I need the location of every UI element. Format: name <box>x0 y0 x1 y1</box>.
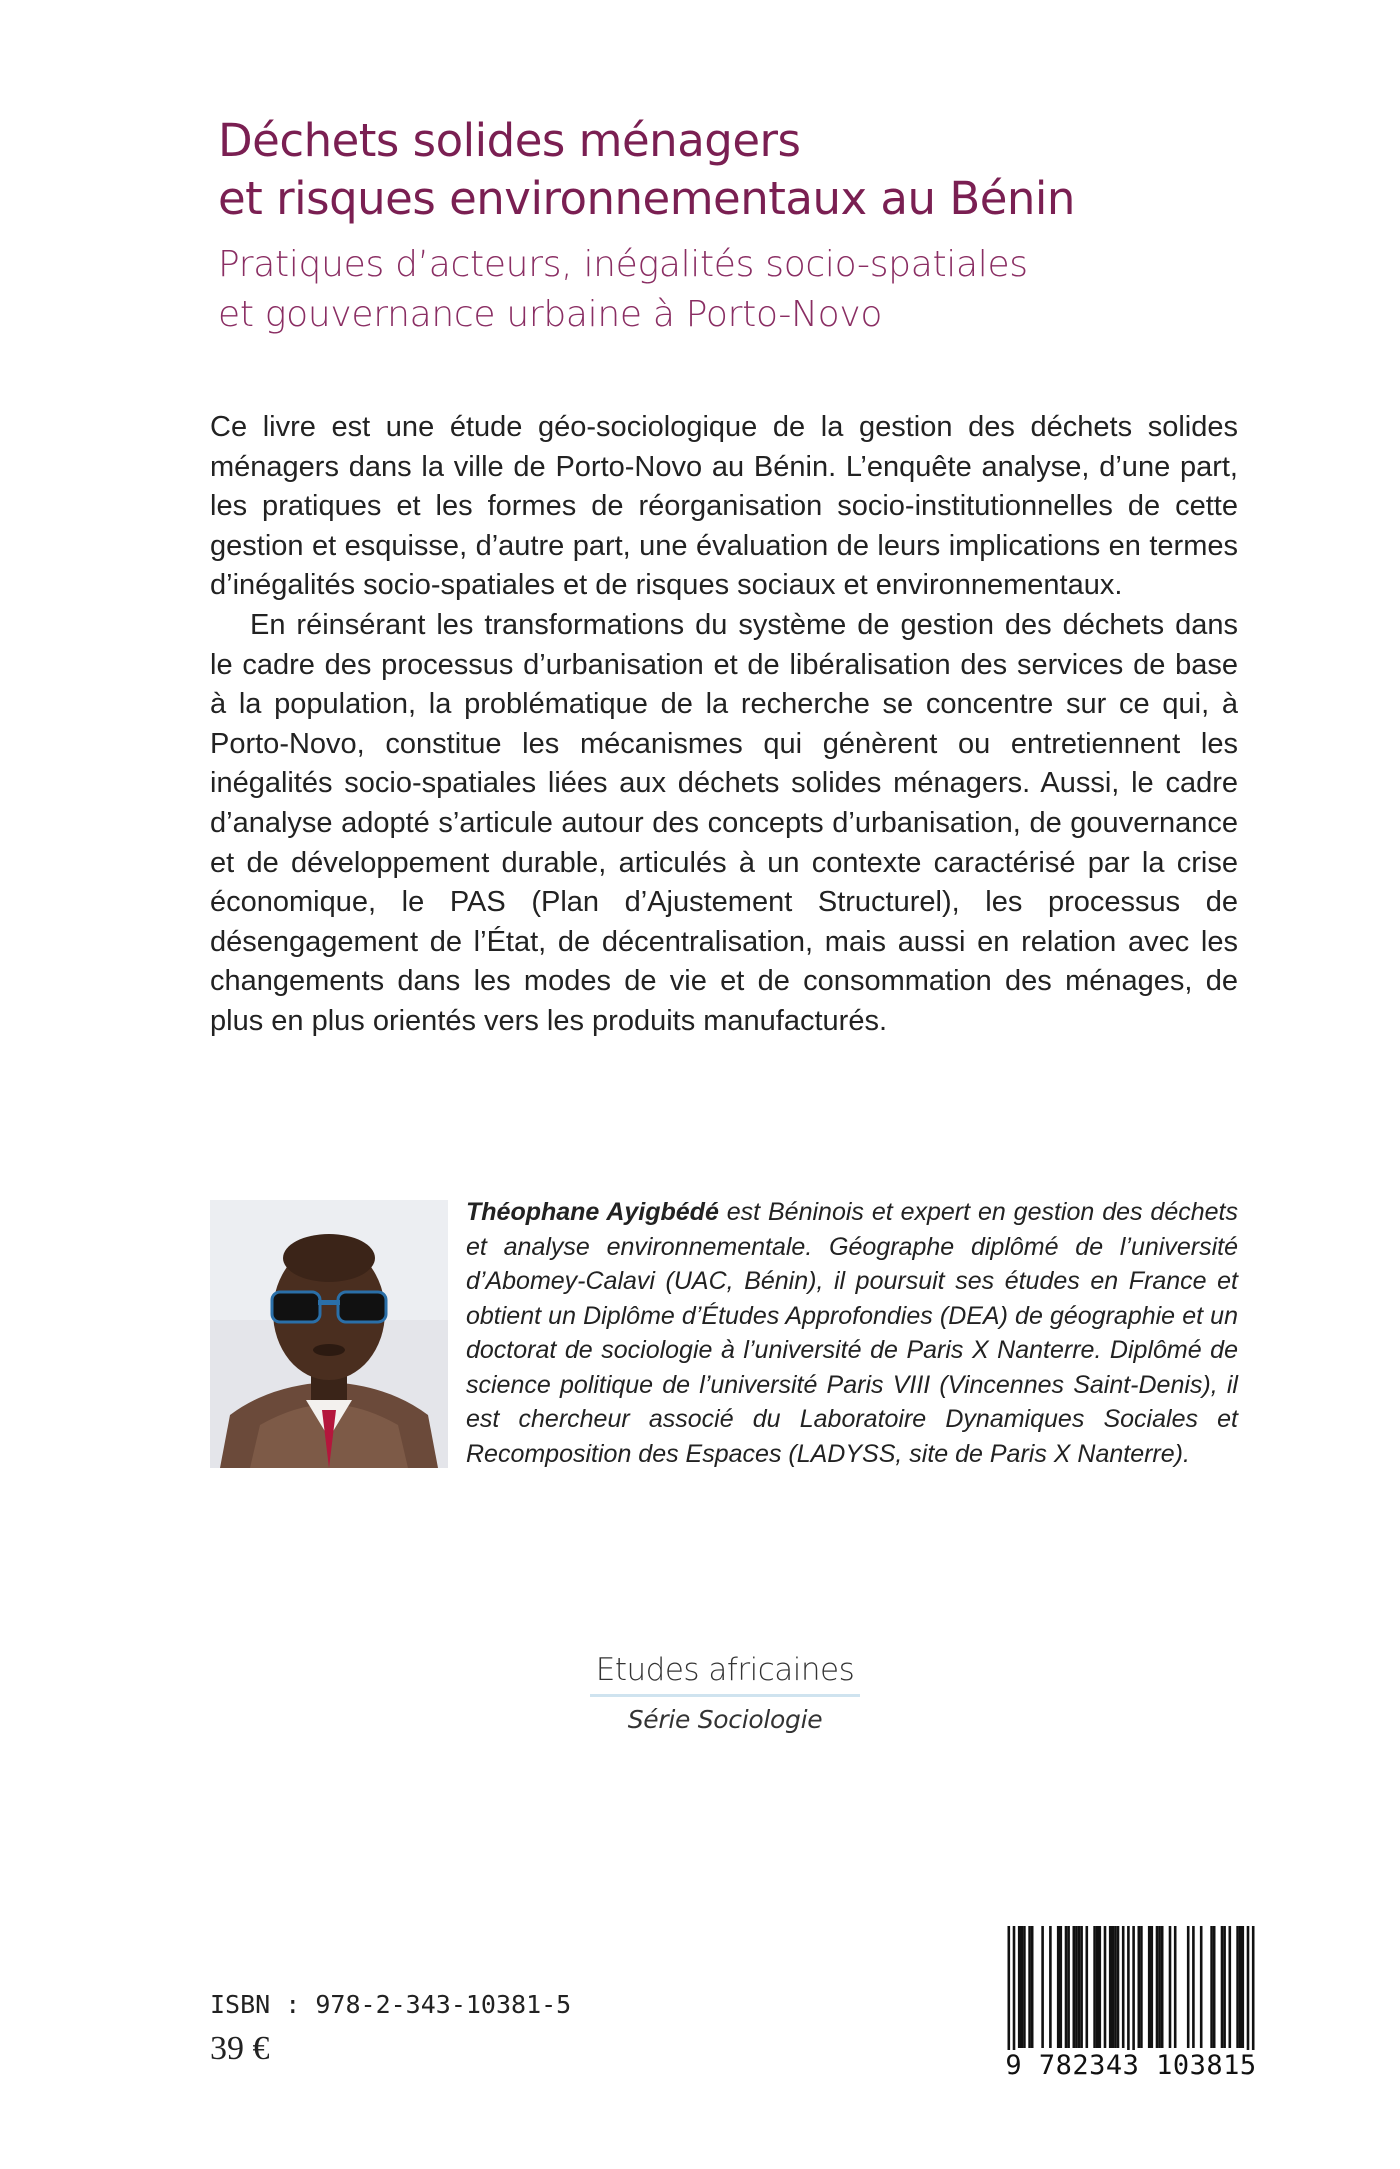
barcode-bar <box>1075 1926 1078 2048</box>
barcode-bar <box>1151 1926 1154 2048</box>
barcode-bar <box>1252 1926 1255 2066</box>
barcode-bar <box>1117 1926 1120 2048</box>
barcode-digits: 9 782343 103815 <box>996 2050 1266 2081</box>
barcode-bar <box>1187 1926 1190 2048</box>
barcode-bar <box>1122 1926 1125 2048</box>
barcode-bar <box>1213 1926 1216 2048</box>
barcode-bar <box>1148 1926 1151 2048</box>
barcode-bar <box>1049 1926 1052 2048</box>
barcode-bar <box>1093 1926 1096 2048</box>
barcode-bar <box>1096 1926 1099 2048</box>
barcode-bar <box>1060 1926 1063 2048</box>
series-name: Etudes africaines <box>590 1652 860 1697</box>
barcode-bar <box>1067 1926 1070 2048</box>
bio-photo-spacer <box>210 1195 466 1467</box>
barcode-bar <box>1127 1926 1130 2066</box>
barcode-bar <box>1158 1926 1161 2048</box>
book-title-line-1: Déchets solides ménagers <box>218 114 801 167</box>
book-summary <box>210 408 1238 1042</box>
barcode-bar <box>1008 1926 1011 2066</box>
book-subtitle-line-1: Pratiques d’acteurs, inégalités socio-spatiales <box>218 244 1028 285</box>
barcode-bar <box>1192 1926 1195 2048</box>
barcode-bar <box>1239 1926 1242 2048</box>
author-name: Théophane Ayigbédé <box>466 1198 719 1226</box>
barcode-bar <box>1021 1926 1024 2048</box>
barcode-bar <box>1114 1926 1117 2048</box>
summary-paragraph-1: Ce livre est une étude géo-sociologique de la gestion des déchets solides ménagers dans la ville de Porto-Novo au Bénin. L’enquête analyse, d’une part, les pratiques et les formes de réorganisation socio-institutionnelles de cette gestion et esquisse, d’autre part, une évaluation de leurs implications en termes d’inégalités socio-spatiales et de risques sociaux et environnementaux. <box>210 411 1238 602</box>
book-subtitle <box>218 240 1278 340</box>
barcode-bar <box>1156 1926 1159 2048</box>
book-title <box>218 112 1278 228</box>
author-bio <box>210 1195 1238 1471</box>
barcode-bar <box>1200 1926 1203 2048</box>
barcode-bar <box>1073 1926 1076 2048</box>
isbn-label: ISBN : 978-2-343-10381-5 <box>210 1990 572 2019</box>
barcode-bar <box>1138 1926 1141 2048</box>
price-label: 39 € <box>210 2030 270 2067</box>
barcode-bar <box>1099 1926 1102 2048</box>
barcode-bar <box>1210 1926 1213 2048</box>
barcode-bar <box>1112 1926 1115 2048</box>
series-subseries: Série Sociologie <box>627 1705 823 1734</box>
barcode-bar <box>1229 1926 1232 2048</box>
barcode-bar <box>1174 1926 1177 2048</box>
series-block <box>590 1652 860 1734</box>
barcode-bar <box>1140 1926 1143 2048</box>
barcode-bar <box>1086 1926 1089 2048</box>
barcode-bar <box>1057 1926 1060 2048</box>
barcode-bar <box>1028 1926 1031 2048</box>
barcode-bar <box>1242 1926 1245 2048</box>
author-bio-text: est Béninois et expert en gestion des déchets et analyse environnementale. Géographe diplômé de l’université d’Abomey-Calavi (UAC, Bénin), il poursuit ses études en France et obtient un Diplôme d’Études Approfondies (DEA) de géographie et un doctorat de sociologie à l’université de Paris X Nanterre. Diplômé de science politique de l’université Paris VIII (Vincennes Saint-Denis), il est chercheur associé du Laboratoire Dynamiques Sociales et Recomposition des Espaces (LADYSS, site de Paris X Nanterre). <box>466 1198 1238 1468</box>
barcode-bar <box>1132 1926 1135 2066</box>
barcode-bar <box>1041 1926 1044 2048</box>
barcode-bar <box>1065 1926 1068 2048</box>
barcode-bar <box>1221 1926 1224 2048</box>
barcode-bar <box>1161 1926 1164 2048</box>
barcode-bar <box>1023 1926 1026 2048</box>
book-title-line-2: et risques environnementaux au Bénin <box>218 172 1075 225</box>
barcode-bar <box>1078 1926 1081 2048</box>
book-subtitle-line-2: et gouvernance urbaine à Porto-Novo <box>218 294 883 335</box>
barcode-bar <box>1236 1926 1239 2048</box>
barcode-bar <box>1169 1926 1172 2048</box>
barcode-bar <box>1013 1926 1016 2066</box>
barcode-bar <box>1080 1926 1083 2048</box>
barcode-bar <box>1223 1926 1226 2048</box>
barcode-bar <box>1247 1926 1250 2066</box>
summary-paragraph-2: En réinsérant les transformations du système de gestion des déchets dans le cadre des processus d’urbanisation et de libéralisation des services de base à la population, la problématique de la recherche se concentre sur ce qui, à Porto-Novo, constitue les mécanismes qui génèrent ou entretiennent les inégalités socio-spatiales liées aux déchets solides ménagers. Aussi, le cadre d’analyse adopté s’articule autour des concepts d’urbanisation, de gouvernance et de développement durable, articulés à un contexte caractérisé par la crise économique, le PAS (Plan d’Ajustement Structurel), les processus de désengagement de l’État, de décentralisation, mais aussi en relation avec les changements dans les modes de vie et de consommation des ménages, de plus en plus orientés vers les produits manufacturés. <box>210 608 1238 1037</box>
barcode-bar <box>1018 1926 1021 2048</box>
barcode-bar <box>1031 1926 1034 2048</box>
barcode-bar <box>1109 1926 1112 2048</box>
barcode-bar <box>1104 1926 1107 2048</box>
